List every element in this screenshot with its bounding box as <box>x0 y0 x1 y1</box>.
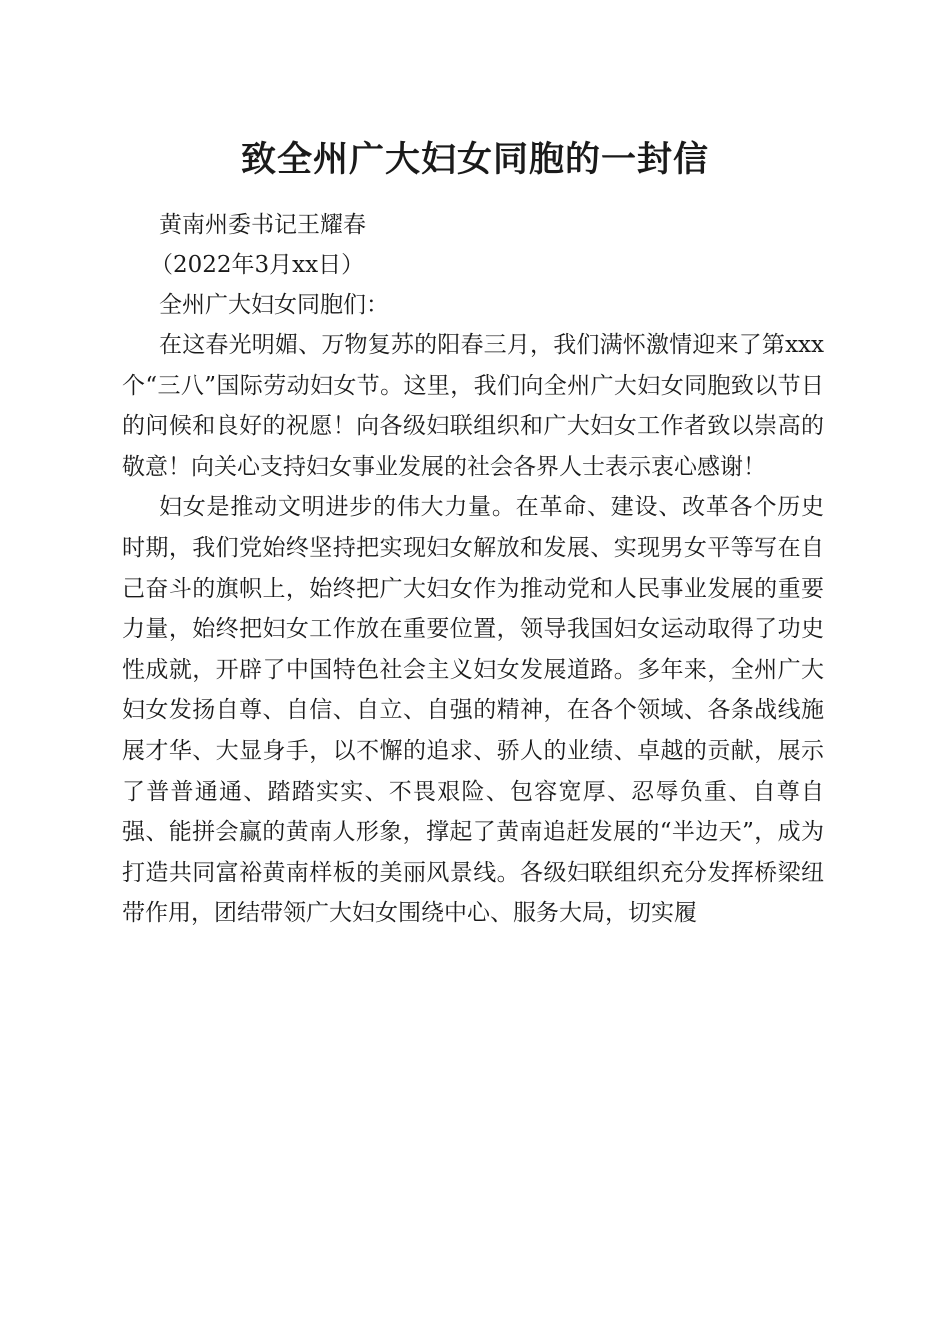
salutation: 全州广大妇女同胞们： <box>159 292 389 318</box>
document-title: 致全州广大妇女同胞的一封信 <box>240 139 709 180</box>
paragraph-women-role: 妇女是推动文明进步的伟大力量。在革命、建设、改革各个历史时期，我们党始终坚持把实现妇女解放和发展、实现男女平等写在自己奋斗的旗帜上，始终把广大妇女作为推动党和人民事业发展的重要力量，始终把妇女工作放在重要位置，领导我国妇女运动取得了功史性成就，开辟了中国特色社会主义妇女发展道路。多年来，全州广大妇女发扬自尊、自信、自立、自强的精神，在各个领域、各条战线施展才华、大显身手，以不懈的追求、骄人的业绩、卓越的贡献，展示了普普通通、踏踏实实、不畏艰险、包容宽厚、忍辱负重、自尊自强、能拼会赢的黄南人形象，撑起了黄南追赶发展的“半边天”，成为打造共同富裕黄南样板的美丽风景线。各级妇联组织充分发挥桥梁纽带作用，团结带领广大妇女围绕中心、服务大局，切实履 <box>122 494 824 927</box>
document-body <box>122 205 824 934</box>
date-line: （2022年3月xx日） <box>150 252 365 278</box>
author-line: 黄南州委书记王耀春 <box>159 212 366 238</box>
paragraph-greeting: 在这春光明媚、万物复苏的阳春三月，我们满怀激情迎来了第xxx个“三八”国际劳动妇女节。这里，我们向全州广大妇女同胞致以节日的问候和良好的祝愿！向各级妇联组织和广大妇女工作者致以崇高的敬意！向关心支持妇女事业发展的社会各界人士表示衷心感谢！ <box>122 332 824 480</box>
